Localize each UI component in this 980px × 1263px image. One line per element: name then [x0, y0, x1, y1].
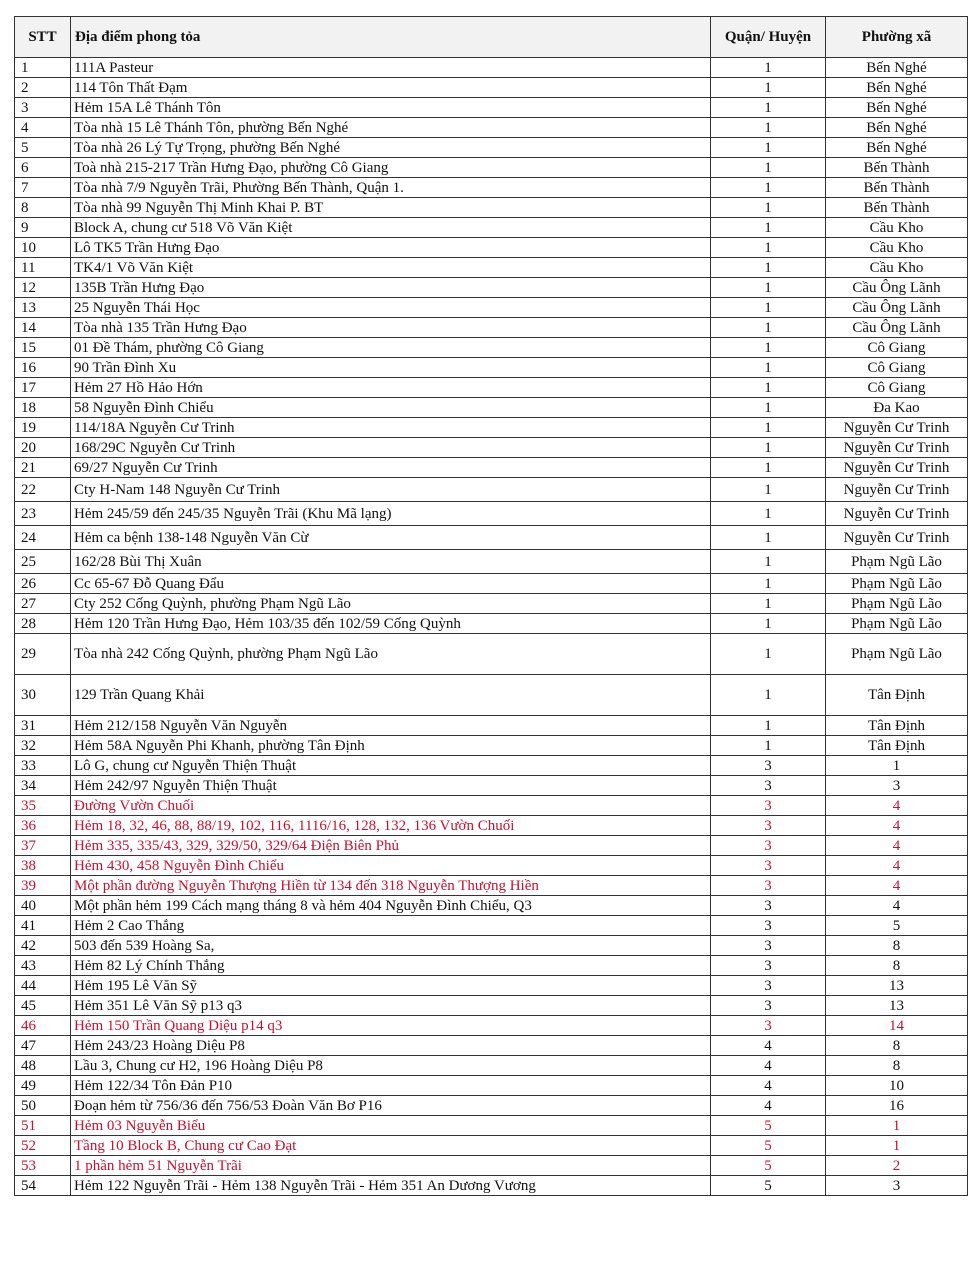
table-header: [15, 17, 968, 58]
table-row: [15, 478, 968, 502]
table-row: [15, 398, 968, 418]
row-stt: 41: [15, 916, 71, 936]
row-ward: Bến Nghé: [826, 138, 968, 158]
row-stt: 52: [15, 1136, 71, 1156]
row-location: Lầu 3, Chung cư H2, 196 Hoàng Diệu P8: [71, 1056, 711, 1076]
row-district: 1: [711, 198, 826, 218]
table-row: [15, 1016, 968, 1036]
row-stt: 50: [15, 1096, 71, 1116]
row-location: Toà nhà 215-217 Trần Hưng Đạo, phường Cô Giang: [71, 158, 711, 178]
row-location: 69/27 Nguyễn Cư Trinh: [71, 458, 711, 478]
row-location: 25 Nguyễn Thái Học: [71, 298, 711, 318]
row-stt: 34: [15, 776, 71, 796]
row-ward: 8: [826, 1056, 968, 1076]
row-location: Hẻm 150 Trần Quang Diệu p14 q3: [71, 1016, 711, 1036]
row-location: 111A Pasteur: [71, 58, 711, 78]
row-stt: 6: [15, 158, 71, 178]
row-location: Hẻm 120 Trần Hưng Đạo, Hẻm 103/35 đến 102/59 Cống Quỳnh: [71, 614, 711, 634]
row-stt: 51: [15, 1116, 71, 1136]
row-location: Hẻm 122/34 Tôn Đản P10: [71, 1076, 711, 1096]
row-location: 162/28 Bùi Thị Xuân: [71, 550, 711, 574]
row-ward: 4: [826, 796, 968, 816]
table-row: [15, 238, 968, 258]
row-stt: 49: [15, 1076, 71, 1096]
row-ward: Nguyễn Cư Trinh: [826, 502, 968, 526]
table-row: [15, 298, 968, 318]
table-row: [15, 956, 968, 976]
row-location: Hẻm 03 Nguyễn Biểu: [71, 1116, 711, 1136]
row-ward: Bến Nghé: [826, 58, 968, 78]
row-location: Một phần hẻm 199 Cách mạng tháng 8 và hẻm 404 Nguyễn Đình Chiểu, Q3: [71, 896, 711, 916]
table-row: [15, 634, 968, 675]
row-location: 58 Nguyễn Đình Chiểu: [71, 398, 711, 418]
row-district: 1: [711, 502, 826, 526]
row-ward: 13: [826, 976, 968, 996]
lockdown-locations-table: [14, 16, 968, 1196]
row-location: Hẻm 242/97 Nguyễn Thiện Thuật: [71, 776, 711, 796]
row-stt: 36: [15, 816, 71, 836]
row-stt: 26: [15, 574, 71, 594]
table-row: [15, 976, 968, 996]
row-district: 1: [711, 478, 826, 502]
table-row: [15, 1036, 968, 1056]
row-ward: Đa Kao: [826, 398, 968, 418]
row-ward: Nguyễn Cư Trinh: [826, 438, 968, 458]
row-ward: Phạm Ngũ Lão: [826, 594, 968, 614]
row-location: 01 Đề Thám, phường Cô Giang: [71, 338, 711, 358]
row-ward: Nguyễn Cư Trinh: [826, 418, 968, 438]
table-row: [15, 856, 968, 876]
row-stt: 2: [15, 78, 71, 98]
row-location: Hẻm 212/158 Nguyễn Văn Nguyễn: [71, 716, 711, 736]
table-row: [15, 776, 968, 796]
table-row: [15, 836, 968, 856]
table-body: [15, 58, 968, 1196]
table-row: [15, 594, 968, 614]
table-row: [15, 318, 968, 338]
row-location: Hẻm 351 Lê Văn Sỹ p13 q3: [71, 996, 711, 1016]
row-district: 3: [711, 836, 826, 856]
row-ward: Bến Nghé: [826, 118, 968, 138]
row-stt: 53: [15, 1156, 71, 1176]
row-location: Hẻm 122 Nguyễn Trãi - Hẻm 138 Nguyễn Trãi - Hẻm 351 An Dương Vương: [71, 1176, 711, 1196]
row-stt: 14: [15, 318, 71, 338]
row-stt: 21: [15, 458, 71, 478]
row-stt: 29: [15, 634, 71, 675]
row-ward: 16: [826, 1096, 968, 1116]
row-ward: Bến Nghé: [826, 78, 968, 98]
row-stt: 22: [15, 478, 71, 502]
header-district: Quận/ Huyện: [711, 17, 826, 58]
row-ward: Phạm Ngũ Lão: [826, 634, 968, 675]
table-row: [15, 876, 968, 896]
row-location: Hẻm 195 Lê Văn Sỹ: [71, 976, 711, 996]
row-district: 3: [711, 936, 826, 956]
row-location: 135B Trần Hưng Đạo: [71, 278, 711, 298]
row-stt: 31: [15, 716, 71, 736]
row-ward: Tân Định: [826, 736, 968, 756]
row-district: 1: [711, 594, 826, 614]
row-district: 1: [711, 358, 826, 378]
header-row: [15, 17, 968, 58]
table-row: [15, 736, 968, 756]
row-ward: 1: [826, 1116, 968, 1136]
row-stt: 47: [15, 1036, 71, 1056]
row-ward: 4: [826, 896, 968, 916]
table-row: [15, 158, 968, 178]
table-row: [15, 278, 968, 298]
row-location: Hẻm 58A Nguyễn Phi Khanh, phường Tân Định: [71, 736, 711, 756]
row-location: Hẻm 18, 32, 46, 88, 88/19, 102, 116, 1116/16, 128, 132, 136 Vườn Chuối: [71, 816, 711, 836]
row-stt: 25: [15, 550, 71, 574]
row-ward: 8: [826, 936, 968, 956]
row-stt: 44: [15, 976, 71, 996]
row-location: Tòa nhà 242 Cống Quỳnh, phường Phạm Ngũ Lão: [71, 634, 711, 675]
header-stt: STT: [15, 17, 71, 58]
row-district: 3: [711, 796, 826, 816]
table-row: [15, 1056, 968, 1076]
table-row: [15, 58, 968, 78]
table-row: [15, 614, 968, 634]
row-location: Hẻm 15A Lê Thánh Tôn: [71, 98, 711, 118]
row-ward: Bến Thành: [826, 198, 968, 218]
header-location: Địa điểm phong tỏa: [71, 17, 711, 58]
row-stt: 35: [15, 796, 71, 816]
row-district: 1: [711, 238, 826, 258]
row-location: Hẻm 243/23 Hoàng Diệu P8: [71, 1036, 711, 1056]
row-location: 90 Trần Đình Xu: [71, 358, 711, 378]
row-district: 1: [711, 278, 826, 298]
row-location: Cty 252 Cống Quỳnh, phường Phạm Ngũ Lão: [71, 594, 711, 614]
table-row: [15, 378, 968, 398]
table-row: [15, 198, 968, 218]
row-district: 1: [711, 418, 826, 438]
table-row: [15, 526, 968, 550]
table-row: [15, 1116, 968, 1136]
row-location: Hẻm 27 Hồ Hảo Hớn: [71, 378, 711, 398]
row-district: 1: [711, 675, 826, 716]
row-district: 3: [711, 856, 826, 876]
row-ward: Cô Giang: [826, 338, 968, 358]
row-district: 1: [711, 338, 826, 358]
row-ward: Cầu Ông Lãnh: [826, 298, 968, 318]
row-location: 114/18A Nguyễn Cư Trinh: [71, 418, 711, 438]
row-stt: 42: [15, 936, 71, 956]
row-district: 1: [711, 58, 826, 78]
row-ward: 3: [826, 776, 968, 796]
row-district: 5: [711, 1156, 826, 1176]
row-district: 3: [711, 1016, 826, 1036]
row-location: Tòa nhà 26 Lý Tự Trọng, phường Bến Nghé: [71, 138, 711, 158]
table-row: [15, 438, 968, 458]
row-location: Hẻm ca bệnh 138-148 Nguyễn Văn Cừ: [71, 526, 711, 550]
row-stt: 13: [15, 298, 71, 318]
row-district: 1: [711, 158, 826, 178]
row-location: Hẻm 245/59 đến 245/35 Nguyễn Trãi (Khu Mã lạng): [71, 502, 711, 526]
row-district: 1: [711, 550, 826, 574]
row-district: 4: [711, 1096, 826, 1116]
row-ward: 8: [826, 956, 968, 976]
row-location: Lô G, chung cư Nguyễn Thiện Thuật: [71, 756, 711, 776]
row-stt: 4: [15, 118, 71, 138]
row-stt: 15: [15, 338, 71, 358]
table-row: [15, 458, 968, 478]
row-district: 5: [711, 1176, 826, 1196]
row-ward: Bến Nghé: [826, 98, 968, 118]
table-row: [15, 675, 968, 716]
row-district: 3: [711, 756, 826, 776]
row-stt: 9: [15, 218, 71, 238]
row-stt: 46: [15, 1016, 71, 1036]
row-district: 3: [711, 996, 826, 1016]
row-ward: 4: [826, 856, 968, 876]
row-stt: 12: [15, 278, 71, 298]
row-stt: 23: [15, 502, 71, 526]
table-row: [15, 358, 968, 378]
row-ward: Cầu Ông Lãnh: [826, 278, 968, 298]
row-ward: Phạm Ngũ Lão: [826, 574, 968, 594]
row-district: 4: [711, 1056, 826, 1076]
row-stt: 24: [15, 526, 71, 550]
row-ward: 1: [826, 756, 968, 776]
row-location: Hẻm 82 Lý Chính Thắng: [71, 956, 711, 976]
row-ward: 4: [826, 816, 968, 836]
row-district: 1: [711, 716, 826, 736]
row-ward: Cầu Kho: [826, 258, 968, 278]
row-ward: 13: [826, 996, 968, 1016]
row-ward: Cô Giang: [826, 378, 968, 398]
row-district: 5: [711, 1136, 826, 1156]
row-location: Cc 65-67 Đỗ Quang Đẩu: [71, 574, 711, 594]
table-row: [15, 178, 968, 198]
table-row: [15, 258, 968, 278]
row-ward: 1: [826, 1136, 968, 1156]
row-ward: Phạm Ngũ Lão: [826, 550, 968, 574]
row-stt: 11: [15, 258, 71, 278]
row-location: Một phần đường Nguyễn Thượng Hiền từ 134 đến 318 Nguyễn Thượng Hiền: [71, 876, 711, 896]
table-row: [15, 936, 968, 956]
row-location: Cty H-Nam 148 Nguyễn Cư Trinh: [71, 478, 711, 502]
row-district: 4: [711, 1036, 826, 1056]
row-district: 1: [711, 398, 826, 418]
row-stt: 3: [15, 98, 71, 118]
row-location: Tòa nhà 15 Lê Thánh Tôn, phường Bến Nghé: [71, 118, 711, 138]
row-stt: 16: [15, 358, 71, 378]
row-stt: 43: [15, 956, 71, 976]
row-ward: Nguyễn Cư Trinh: [826, 478, 968, 502]
row-location: 129 Trần Quang Khải: [71, 675, 711, 716]
row-location: 1 phần hẻm 51 Nguyễn Trãi: [71, 1156, 711, 1176]
row-district: 1: [711, 526, 826, 550]
table-row: [15, 716, 968, 736]
table-row: [15, 1176, 968, 1196]
row-location: 503 đến 539 Hoàng Sa,: [71, 936, 711, 956]
row-ward: Bến Thành: [826, 178, 968, 198]
row-district: 1: [711, 318, 826, 338]
row-location: TK4/1 Võ Văn Kiệt: [71, 258, 711, 278]
row-stt: 40: [15, 896, 71, 916]
row-stt: 19: [15, 418, 71, 438]
row-stt: 18: [15, 398, 71, 418]
row-district: 3: [711, 816, 826, 836]
table-row: [15, 218, 968, 238]
row-stt: 27: [15, 594, 71, 614]
table-row: [15, 996, 968, 1016]
row-location: 168/29C Nguyễn Cư Trinh: [71, 438, 711, 458]
row-district: 3: [711, 876, 826, 896]
row-ward: Nguyễn Cư Trinh: [826, 458, 968, 478]
row-stt: 20: [15, 438, 71, 458]
row-district: 1: [711, 218, 826, 238]
row-location: Đường Vườn Chuối: [71, 796, 711, 816]
row-ward: Tân Định: [826, 675, 968, 716]
row-district: 4: [711, 1076, 826, 1096]
row-stt: 37: [15, 836, 71, 856]
row-district: 3: [711, 956, 826, 976]
row-district: 5: [711, 1116, 826, 1136]
row-district: 3: [711, 976, 826, 996]
table-row: [15, 574, 968, 594]
row-district: 1: [711, 614, 826, 634]
row-stt: 33: [15, 756, 71, 776]
row-district: 3: [711, 896, 826, 916]
row-ward: 2: [826, 1156, 968, 1176]
row-district: 1: [711, 438, 826, 458]
row-district: 1: [711, 574, 826, 594]
row-ward: Cầu Ông Lãnh: [826, 318, 968, 338]
table-row: [15, 896, 968, 916]
table-row: [15, 756, 968, 776]
row-location: Tòa nhà 135 Trần Hưng Đạo: [71, 318, 711, 338]
row-stt: 17: [15, 378, 71, 398]
row-stt: 10: [15, 238, 71, 258]
row-stt: 48: [15, 1056, 71, 1076]
row-ward: 10: [826, 1076, 968, 1096]
row-location: Tòa nhà 7/9 Nguyễn Trãi, Phường Bến Thành, Quận 1.: [71, 178, 711, 198]
row-stt: 54: [15, 1176, 71, 1196]
row-ward: Phạm Ngũ Lão: [826, 614, 968, 634]
table-row: [15, 1156, 968, 1176]
table-row: [15, 418, 968, 438]
row-ward: Nguyễn Cư Trinh: [826, 526, 968, 550]
table-row: [15, 916, 968, 936]
row-district: 1: [711, 98, 826, 118]
row-stt: 28: [15, 614, 71, 634]
row-ward: Cô Giang: [826, 358, 968, 378]
row-location: Tòa nhà 99 Nguyễn Thị Minh Khai P. BT: [71, 198, 711, 218]
table-row: [15, 138, 968, 158]
table-row: [15, 78, 968, 98]
row-district: 1: [711, 458, 826, 478]
table-row: [15, 1076, 968, 1096]
row-location: Hẻm 335, 335/43, 329, 329/50, 329/64 Điện Biên Phủ: [71, 836, 711, 856]
row-location: Tầng 10 Block B, Chung cư Cao Đạt: [71, 1136, 711, 1156]
table-row: [15, 502, 968, 526]
table-row: [15, 816, 968, 836]
row-location: Block A, chung cư 518 Võ Văn Kiệt: [71, 218, 711, 238]
row-ward: 14: [826, 1016, 968, 1036]
row-stt: 39: [15, 876, 71, 896]
row-stt: 7: [15, 178, 71, 198]
table-row: [15, 796, 968, 816]
row-district: 1: [711, 634, 826, 675]
row-location: Hẻm 2 Cao Thắng: [71, 916, 711, 936]
row-ward: Tân Định: [826, 716, 968, 736]
row-stt: 30: [15, 675, 71, 716]
table-row: [15, 1096, 968, 1116]
row-district: 1: [711, 178, 826, 198]
row-ward: Cầu Kho: [826, 238, 968, 258]
row-location: Lô TK5 Trần Hưng Đạo: [71, 238, 711, 258]
row-ward: 4: [826, 836, 968, 856]
row-district: 1: [711, 258, 826, 278]
header-ward: Phường xã: [826, 17, 968, 58]
table-row: [15, 1136, 968, 1156]
row-district: 1: [711, 736, 826, 756]
table-row: [15, 550, 968, 574]
row-stt: 8: [15, 198, 71, 218]
row-ward: 3: [826, 1176, 968, 1196]
row-location: 114 Tôn Thất Đạm: [71, 78, 711, 98]
table-row: [15, 118, 968, 138]
row-stt: 1: [15, 58, 71, 78]
row-district: 3: [711, 776, 826, 796]
row-district: 1: [711, 298, 826, 318]
row-ward: 5: [826, 916, 968, 936]
row-ward: Cầu Kho: [826, 218, 968, 238]
table-row: [15, 338, 968, 358]
row-stt: 45: [15, 996, 71, 1016]
row-district: 1: [711, 378, 826, 398]
table-row: [15, 98, 968, 118]
row-location: Đoạn hẻm từ 756/36 đến 756/53 Đoàn Văn Bơ P16: [71, 1096, 711, 1116]
row-ward: 4: [826, 876, 968, 896]
row-district: 3: [711, 916, 826, 936]
row-stt: 5: [15, 138, 71, 158]
row-stt: 38: [15, 856, 71, 876]
row-district: 1: [711, 138, 826, 158]
row-location: Hẻm 430, 458 Nguyễn Đình Chiểu: [71, 856, 711, 876]
row-district: 1: [711, 78, 826, 98]
row-ward: Bến Thành: [826, 158, 968, 178]
row-district: 1: [711, 118, 826, 138]
row-stt: 32: [15, 736, 71, 756]
row-ward: 8: [826, 1036, 968, 1056]
